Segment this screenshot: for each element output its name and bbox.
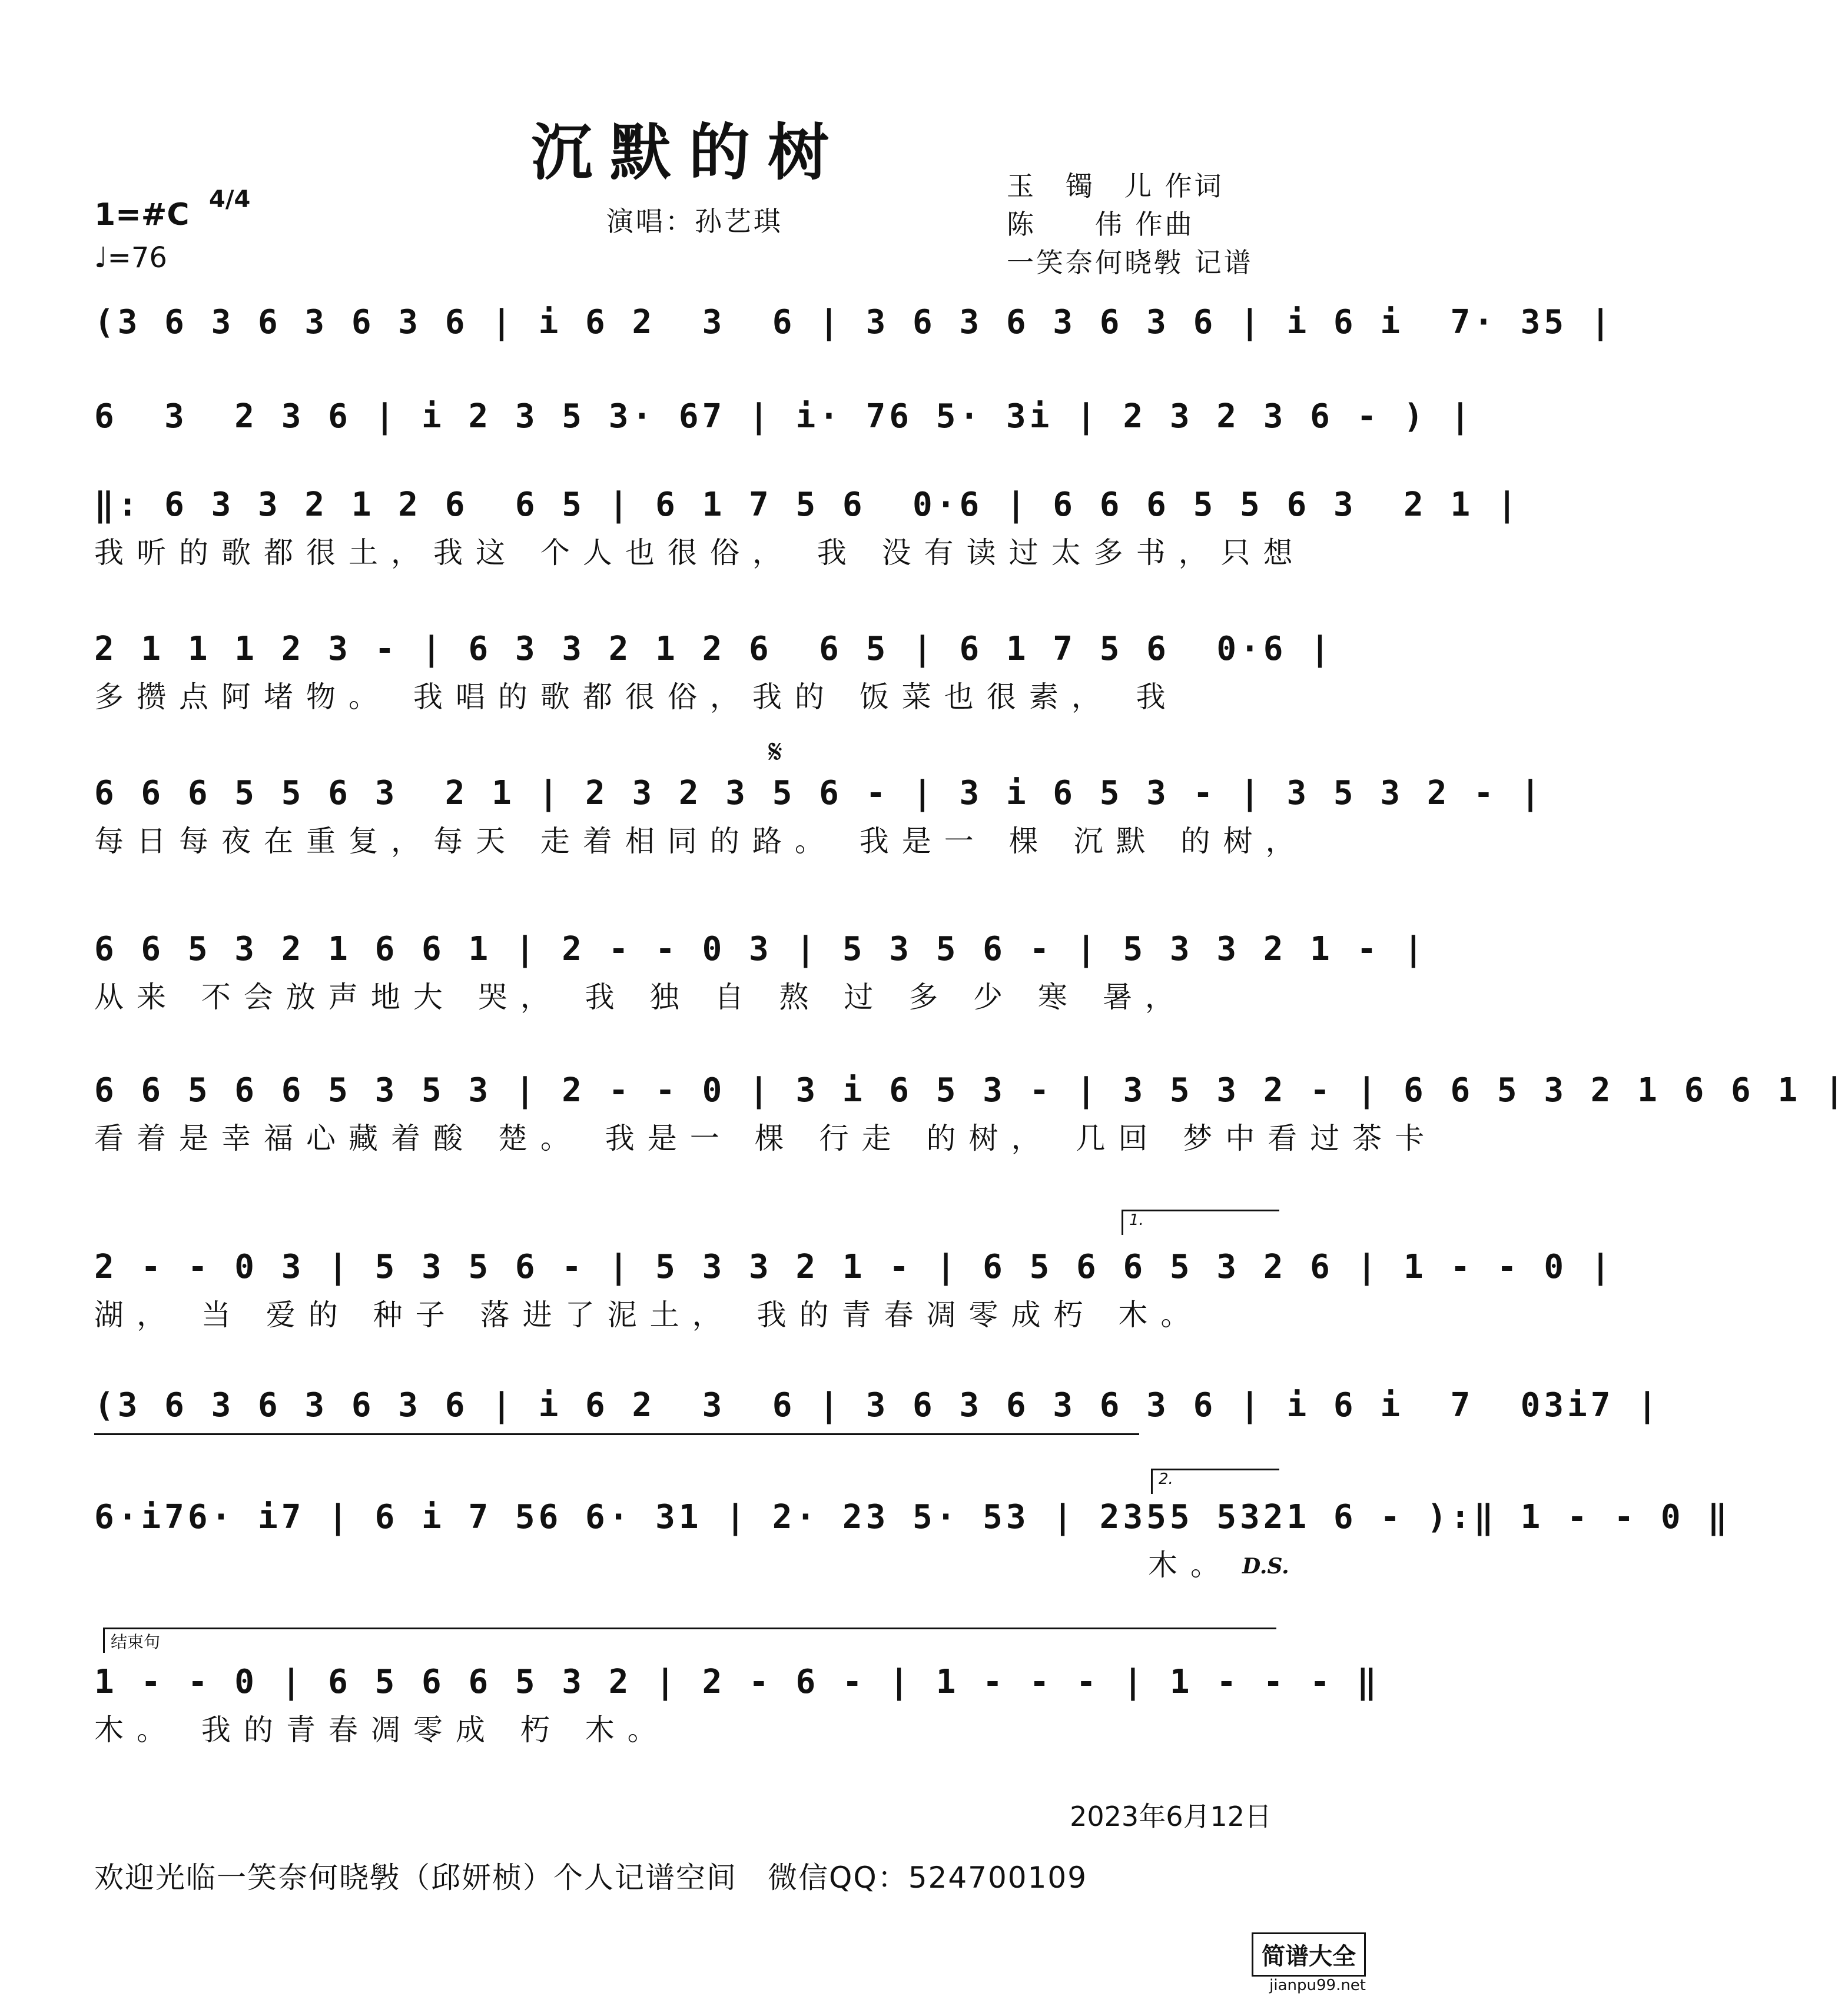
time-signature: 4/4 bbox=[209, 186, 251, 213]
ds-mark: D.S. bbox=[1242, 1554, 1289, 1579]
song-title: 沉默的树 bbox=[530, 116, 847, 188]
footer-note: 欢迎光临一笑奈何晓斅（邱妍桢）个人记谱空间 微信QQ：524700109 bbox=[94, 1861, 1088, 1895]
ending-label: 结束句 bbox=[111, 1632, 161, 1652]
watermark bbox=[1252, 1932, 1366, 1994]
singer-credit: 演唱：孙艺琪 bbox=[606, 205, 783, 237]
date-stamp: 2023年6月12日 bbox=[1070, 1801, 1272, 1832]
notation-line: 6 3 2 3 6 | i 2 3 5 3· 67 | i· 76 5· 3i | 2 3 2 3 6 - ) | bbox=[94, 397, 1474, 436]
score-system bbox=[94, 1498, 1731, 1583]
score-system bbox=[94, 1663, 1381, 1748]
score-system bbox=[94, 303, 1614, 353]
segno-mark: 𝄋 bbox=[768, 733, 783, 771]
ending-bracket bbox=[103, 1628, 1276, 1653]
score-system bbox=[94, 1248, 1614, 1333]
notation-line: 6 6 5 6 6 5 3 5 3 | 2 - - 0 | 3 i 6 5 3 - | 3 5 3 2 - | 6 6 5 3 2 1 6 6 1 | bbox=[94, 1071, 1848, 1110]
notation-line: (3 6 3 6 3 6 3 6 | i 6 2 3 6 | 3 6 3 6 3 6 3 6 | i 6 i 7· 35 | bbox=[94, 303, 1614, 341]
notation-line: 6 6 5 3 2 1 6 6 1 | 2 - - 0 3 | 5 3 5 6 - | 5 3 3 2 1 - | bbox=[94, 930, 1427, 968]
lyricist-credit: 玉 镯 儿 作词 bbox=[1007, 170, 1224, 202]
notation-line: 2 - - 0 3 | 5 3 5 6 - | 5 3 3 2 1 - | 6 5 6 6 5 3 2 6 | 1 - - 0 | bbox=[94, 1248, 1614, 1286]
lyric-line: 看着是幸福心藏着酸 楚。 我是一 棵 行走 的树， 几回 梦中看过茶卡 bbox=[94, 1121, 1438, 1155]
notation-line: (3 6 3 6 3 6 3 6 | i 6 2 3 6 | 3 6 3 6 3 6 3 6 | i 6 i 7 03i7 | bbox=[94, 1386, 1661, 1424]
score-system bbox=[94, 630, 1333, 715]
lyric-line: 多攒点阿堵物。 我唱的歌都很俗，我的 饭菜也很素， 我 bbox=[94, 680, 1179, 714]
score-system bbox=[94, 1386, 1661, 1436]
volta-2-label: 2. bbox=[1159, 1470, 1173, 1488]
lyric-line: 木。 我的青春凋零成 朽 木。 bbox=[94, 1713, 670, 1747]
score-system bbox=[94, 486, 1521, 570]
notation-line: 6 6 6 5 5 6 3 2 1 | 2 3 2 3 5 6 - | 3 i 6 5 3 - | 3 5 3 2 - | bbox=[94, 774, 1544, 812]
watermark-url: jianpu99.net bbox=[1269, 1977, 1366, 1994]
score-system bbox=[94, 774, 1544, 859]
lyric-line: 从来 不会放声地大 哭， 我 独 自 熬 过 多 少 寒 暑， bbox=[94, 980, 1187, 1014]
lyric-line: 湖， 当 爱的 种子 落进了泥土， 我的青春凋零成朽 木。 bbox=[94, 1298, 1203, 1332]
lyric-line: 我听的歌都很土，我这 个人也很俗， 我 没有读过太多书，只想 bbox=[94, 536, 1306, 570]
key-signature: 1=#C bbox=[94, 197, 190, 233]
transcriber-credit: 一笑奈何晓斅 记谱 bbox=[1007, 247, 1253, 278]
score-system bbox=[94, 397, 1474, 447]
notation-line: 1 - - 0 | 6 5 6 6 5 3 2 | 2 - 6 - | 1 - - - | 1 - - - ‖ bbox=[94, 1663, 1381, 1701]
volta-1-label: 1. bbox=[1129, 1211, 1144, 1229]
score-system bbox=[94, 1071, 1848, 1156]
volta-2-bracket bbox=[1151, 1469, 1279, 1494]
lyric-line: 每日每夜在重复，每天 走着相同的路。 我是一 棵 沉默 的树， bbox=[94, 824, 1308, 858]
notation-line: ‖: 6 3 3 2 1 2 6 6 5 | 6 1 7 5 6 0·6 | 6 6 6 5 5 6 3 2 1 | bbox=[94, 486, 1521, 524]
watermark-logo: 简谱大全 bbox=[1252, 1932, 1366, 1977]
tempo-mark: ♩=76 bbox=[94, 241, 167, 274]
lyric-line: 木。 bbox=[1148, 1548, 1233, 1582]
score-system bbox=[94, 930, 1427, 1015]
notation-line: 6·i76· i7 | 6 i 7 56 6· 31 | 2· 23 5· 53 | 2355 5321 6 - ):‖ 1 - - 0 ‖ bbox=[94, 1498, 1731, 1536]
notation-line: 2 1 1 1 2 3 - | 6 3 3 2 1 2 6 6 5 | 6 1 7 5 6 0·6 | bbox=[94, 630, 1333, 668]
volta-1-bracket bbox=[1122, 1210, 1279, 1235]
composer-credit: 陈 伟 作曲 bbox=[1007, 208, 1195, 240]
volta-1-extension bbox=[94, 1433, 1139, 1435]
